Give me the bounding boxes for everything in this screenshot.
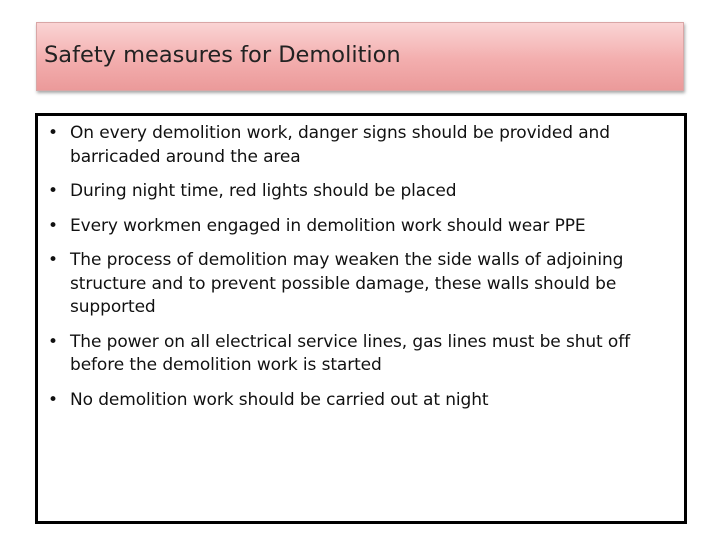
bullet-icon: • <box>48 181 58 201</box>
bullet-item <box>38 389 684 413</box>
bullet-item <box>38 180 684 204</box>
bullet-icon: • <box>48 250 58 270</box>
bullet-text: The power on all electrical service lines, gas lines must be shut off before the demolition work is started <box>70 331 630 375</box>
content-panel <box>35 113 687 524</box>
bullet-item <box>38 249 684 320</box>
bullet-list <box>38 122 684 423</box>
bullet-item <box>38 122 684 169</box>
bullet-icon: • <box>48 331 58 352</box>
bullet-text: No demolition work should be carried out at night <box>70 389 489 410</box>
bullet-text: Every workmen engaged in demolition work should wear PPE <box>70 215 586 236</box>
bullet-text: The process of demolition may weaken the side walls of adjoining structure and to prevent possible damage, these walls should be supported <box>70 250 624 317</box>
title-banner <box>36 22 684 91</box>
slide-title: Safety measures for Demolition <box>44 42 401 68</box>
bullet-icon: • <box>48 123 58 143</box>
bullet-item <box>38 331 684 378</box>
bullet-text: During night time, red lights should be placed <box>70 181 457 201</box>
bullet-icon: • <box>48 389 58 410</box>
bullet-text: On every demolition work, danger signs should be provided and barricaded around the area <box>70 123 610 167</box>
bullet-icon: • <box>48 215 58 236</box>
bullet-item <box>38 215 684 239</box>
